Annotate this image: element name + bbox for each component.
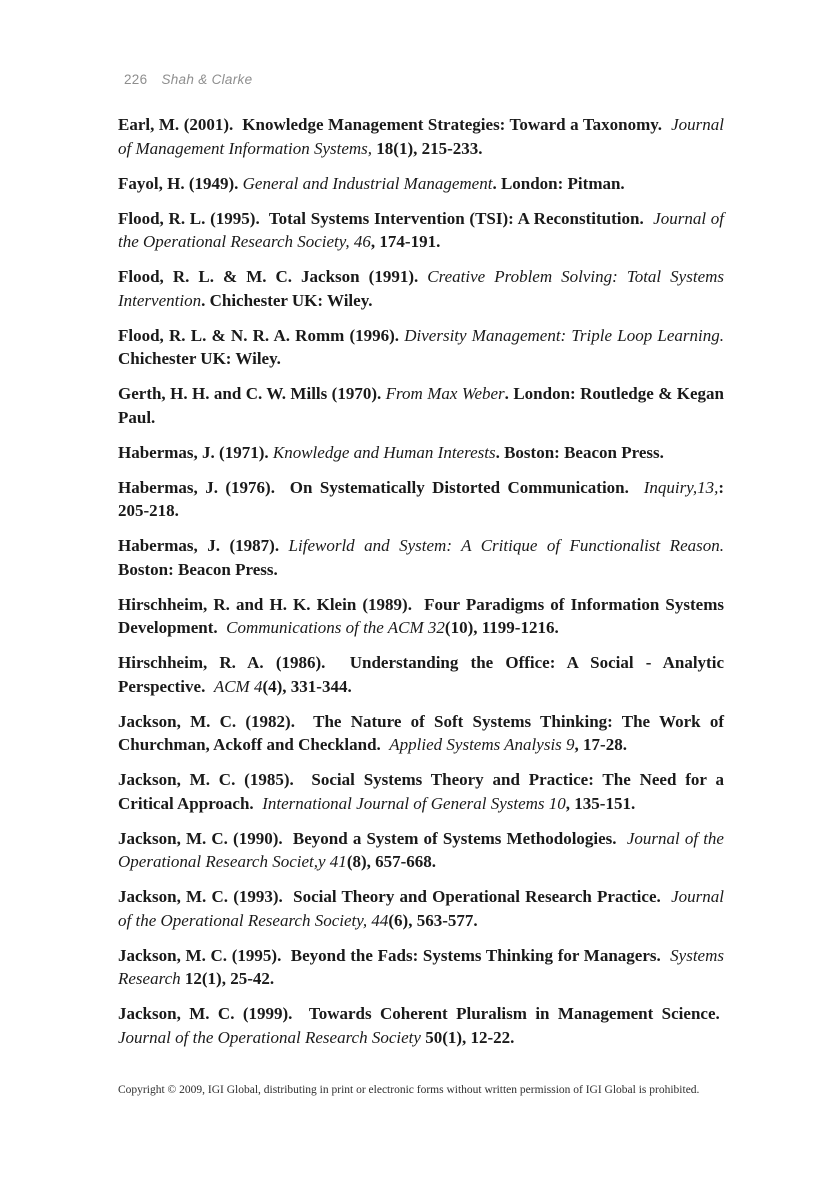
reference-italic-segment: Creative Problem Solving: Total Systems Intervention xyxy=(118,267,725,310)
reference-entry xyxy=(118,441,724,465)
reference-entry xyxy=(118,172,724,196)
reference-italic-segment: Inquiry,13, xyxy=(643,477,719,497)
reference-entry xyxy=(118,944,724,991)
reference-text-segment: Earl, M. (2001). Knowledge Management Strategies: Toward a Taxonomy. xyxy=(118,115,672,134)
reference-italic-segment: General and Industrial Management xyxy=(242,173,493,193)
reference-text-segment: (6), 563-577. xyxy=(388,910,478,930)
reference-italic-segment: Journal of the Operational Research Society, 46 xyxy=(118,208,725,251)
reference-entry xyxy=(118,113,724,160)
references-list xyxy=(118,113,724,1061)
reference-italic-segment: Journal of the Operational Research Society, 44 xyxy=(118,887,724,930)
reference-text-segment: Gerth, H. H. and C. W. Mills (1970). xyxy=(118,384,386,403)
reference-italic-segment: Journal of the Operational Research Societ,y 41 xyxy=(118,828,724,871)
reference-entry xyxy=(118,710,724,757)
reference-text-segment: Hirschheim, R. and H. K. Klein (1989). Four Paradigms of Information Systems Development. xyxy=(118,594,724,637)
reference-italic-segment: Diversity Management: Triple Loop Learning. xyxy=(404,325,724,345)
reference-entry xyxy=(118,265,724,312)
reference-entry xyxy=(118,324,724,371)
reference-text-segment: Flood, R. L. (1995). Total Systems Intervention (TSI): A Reconstitution. xyxy=(118,208,654,228)
reference-entry xyxy=(118,1002,724,1049)
running-head-title: Shah & Clarke xyxy=(161,72,253,87)
reference-text-segment: , 17-28. xyxy=(574,735,627,754)
reference-italic-segment: Journal of Management Information Systems, xyxy=(118,115,724,158)
running-header xyxy=(124,72,252,87)
reference-text-segment: Habermas, J. (1971). xyxy=(118,442,273,462)
reference-entry xyxy=(118,593,724,640)
reference-italic-segment: From Max Weber xyxy=(385,384,505,403)
reference-text-segment: Jackson, M. C. (1985). Social Systems Theory and Practice: The Need for a Critical Approach. xyxy=(118,770,724,813)
reference-text-segment: Jackson, M. C. (1982). The Nature of Soft Systems Thinking: The Work of Churchman, Ackoff and Checkland. xyxy=(118,711,724,754)
reference-text-segment: Jackson, M. C. (1993). Social Theory and Operational Research Practice. xyxy=(118,887,672,906)
reference-text-segment: , 135-151. xyxy=(565,793,636,813)
copyright-notice: Copyright © 2009, IGI Global, distributing in print or electronic forms without written permission of IGI Global is prohibited. xyxy=(118,1084,700,1096)
reference-text-segment: . London: Routledge & Kegan Paul. xyxy=(118,384,724,427)
reference-italic-segment: Communications of the ACM 32 xyxy=(226,618,445,637)
reference-text-segment: , 174-191. xyxy=(370,232,441,251)
reference-text-segment: 50(1), 12-22. xyxy=(420,1027,515,1047)
reference-entry xyxy=(118,476,724,523)
reference-text-segment: Hirschheim, R. A. (1986). Understanding the Office: A Social - Analytic Perspective. xyxy=(118,653,724,696)
reference-text-segment: 18(1), 215-233. xyxy=(372,138,483,158)
reference-text-segment: Jackson, M. C. (1995). Beyond the Fads: Systems Thinking for Managers. xyxy=(118,945,671,965)
reference-text-segment: : 205-218. xyxy=(118,477,724,520)
reference-entry xyxy=(118,768,724,815)
reference-text-segment: Habermas, J. (1976). On Systematically Distorted Communication. xyxy=(118,477,644,497)
page-number: 226 xyxy=(124,72,148,87)
reference-text-segment: Jackson, M. C. (1999). Towards Coherent Pluralism in Management Science. xyxy=(118,1004,724,1023)
reference-italic-segment: International Journal of General Systems 10 xyxy=(262,793,566,813)
reference-entry xyxy=(118,382,724,429)
reference-text-segment: 12(1), 25-42. xyxy=(180,969,275,988)
reference-entry xyxy=(118,651,724,698)
reference-text-segment: Habermas, J. (1987). xyxy=(118,536,289,555)
reference-italic-segment: Applied Systems Analysis 9 xyxy=(389,735,575,754)
reference-text-segment: (10), 1199-1216. xyxy=(444,618,559,637)
reference-entry xyxy=(118,827,724,874)
reference-italic-segment: Knowledge and Human Interests xyxy=(272,442,496,462)
reference-text-segment: Flood, R. L. & M. C. Jackson (1991). xyxy=(118,267,428,286)
reference-entry xyxy=(118,534,724,581)
reference-text-segment: Flood, R. L. & N. R. A. Romm (1996). xyxy=(118,325,405,345)
reference-text-segment: Boston: Beacon Press. xyxy=(118,559,278,579)
reference-entry xyxy=(118,207,724,254)
reference-italic-segment: ACM 4 xyxy=(213,676,263,696)
reference-italic-segment: Journal of the Operational Research Society xyxy=(118,1027,421,1047)
reference-text-segment: Jackson, M. C. (1990). Beyond a System of Systems Methodologies. xyxy=(118,828,627,848)
reference-text-segment: (4), 331-344. xyxy=(262,676,352,696)
reference-text-segment: . London: Pitman. xyxy=(492,173,625,193)
reference-text-segment: Fayol, H. (1949). xyxy=(118,173,243,193)
reference-italic-segment: Systems Research xyxy=(118,945,724,988)
reference-text-segment: . Chichester UK: Wiley. xyxy=(201,290,373,310)
reference-entry xyxy=(118,885,724,932)
reference-italic-segment: Lifeworld and System: A Critique of Functionalist Reason. xyxy=(288,536,724,555)
reference-text-segment: . Boston: Beacon Press. xyxy=(495,442,664,462)
reference-text-segment: (8), 657-668. xyxy=(346,852,437,871)
reference-text-segment: Chichester UK: Wiley. xyxy=(118,349,281,368)
